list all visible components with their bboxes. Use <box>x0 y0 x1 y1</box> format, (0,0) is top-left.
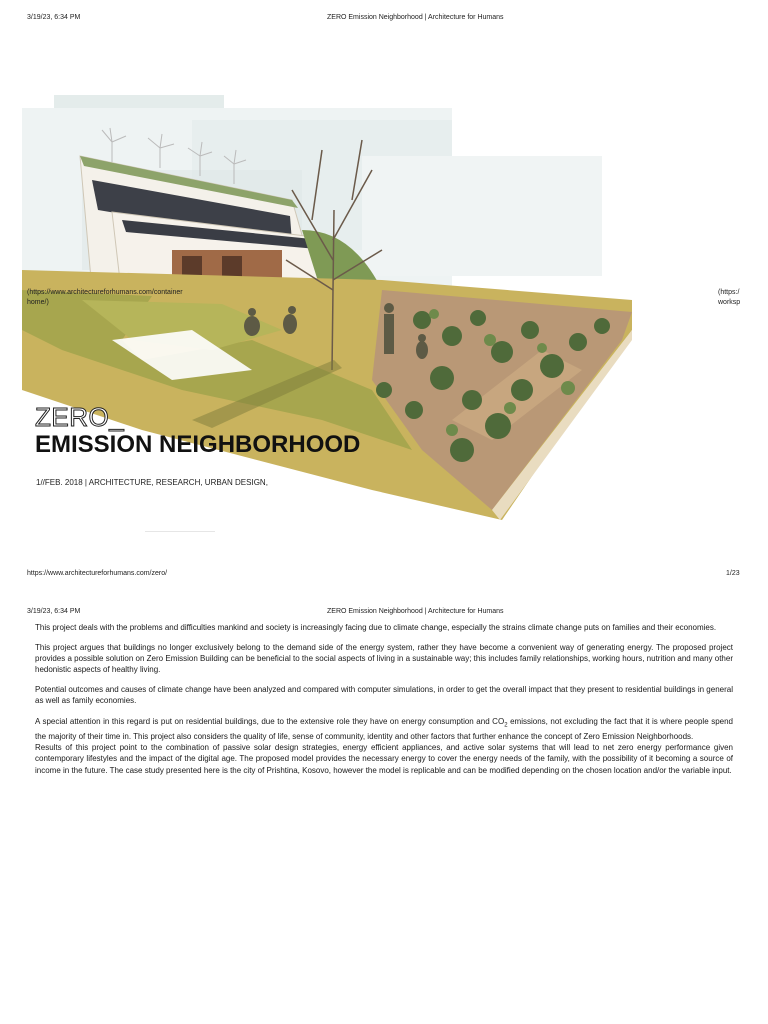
print-doc-title: ZERO Emission Neighborhood | Architecture for Humans <box>327 14 504 21</box>
workspace-link-line-1: (https:/ <box>718 289 740 296</box>
post-meta: 1//FEB. 2018 | ARCHITECTURE, RESEARCH, URBAN DESIGN, <box>36 478 268 487</box>
page-number: 1/23 <box>726 570 740 577</box>
home-link[interactable] <box>27 288 183 307</box>
paragraph-2: This project argues that buildings no longer exclusively belong to the demand side of the energy system, rather they have become a convenient way of generating energy. The proposed project provides a possible solution on Zero Emission Building can be beneficial to the social aspects of living in a sustainable way; this includes family relationships, working hours, nutrition and many other hedonistic aspects of healthy living. <box>35 643 733 675</box>
print-doc-title-2: ZERO Emission Neighborhood | Architecture for Humans <box>327 608 504 615</box>
title-prefix: ZERO_ <box>35 402 125 432</box>
home-link-line-2: home/) <box>27 298 49 306</box>
article-body <box>35 622 733 785</box>
paragraph-4 <box>35 716 733 743</box>
page-title: EMISSION NEIGHBORHOOD <box>35 431 361 458</box>
paragraph-4-part-a: A special attention in this regard is put on residential buildings, due to the extensive role they have on energy consumption and CO <box>35 716 505 726</box>
workspace-link[interactable] <box>718 288 740 307</box>
footer-url: https://www.architectureforhumans.com/zero/ <box>27 570 168 577</box>
paragraph-5: Results of this project point to the combination of passive solar design strategies, energy efficient appliances, and active solar systems that will lead to net zero energy performance given contemporary lifestyles and the impact of the digital age. The proposed model provides the necessary energy to cover the energy needs of the family, with the possibility of it becoming a source of income in the future. The case study presented here is the city of Prishtina, Kosovo, however the model is replicable and can be modified depending on the chosen location and/or the variable input. <box>35 743 733 775</box>
paragraph-3: Potential outcomes and causes of climate change have been analyzed and compared with computer simulations, in order to get the overall impact that they present to residential buildings in general as well as family economies. <box>35 685 733 706</box>
divider <box>145 531 215 532</box>
home-link-line-1: (https://www.architectureforhumans.com/container <box>27 289 183 296</box>
workspace-link-line-2: worksp <box>718 298 741 306</box>
print-datetime: 3/19/23, 6:34 PM <box>27 14 81 21</box>
co2-subscript: 2 <box>504 722 508 729</box>
print-datetime-2: 3/19/23, 6:34 PM <box>27 608 81 615</box>
hero-illustration <box>22 90 642 530</box>
paragraph-4-part-b: emissions, not excluding the fact that it is where people spend the majority of their time in. This project also considers the quality of life, sense of community, identity and other factors that further enhance the concept of Zero Emission Neighborhoods. <box>35 716 734 742</box>
paragraph-1: This project deals with the problems and difficulties mankind and society is increasingly facing due to climate change, especially the strains climate change puts on families and their economies. <box>35 623 717 632</box>
